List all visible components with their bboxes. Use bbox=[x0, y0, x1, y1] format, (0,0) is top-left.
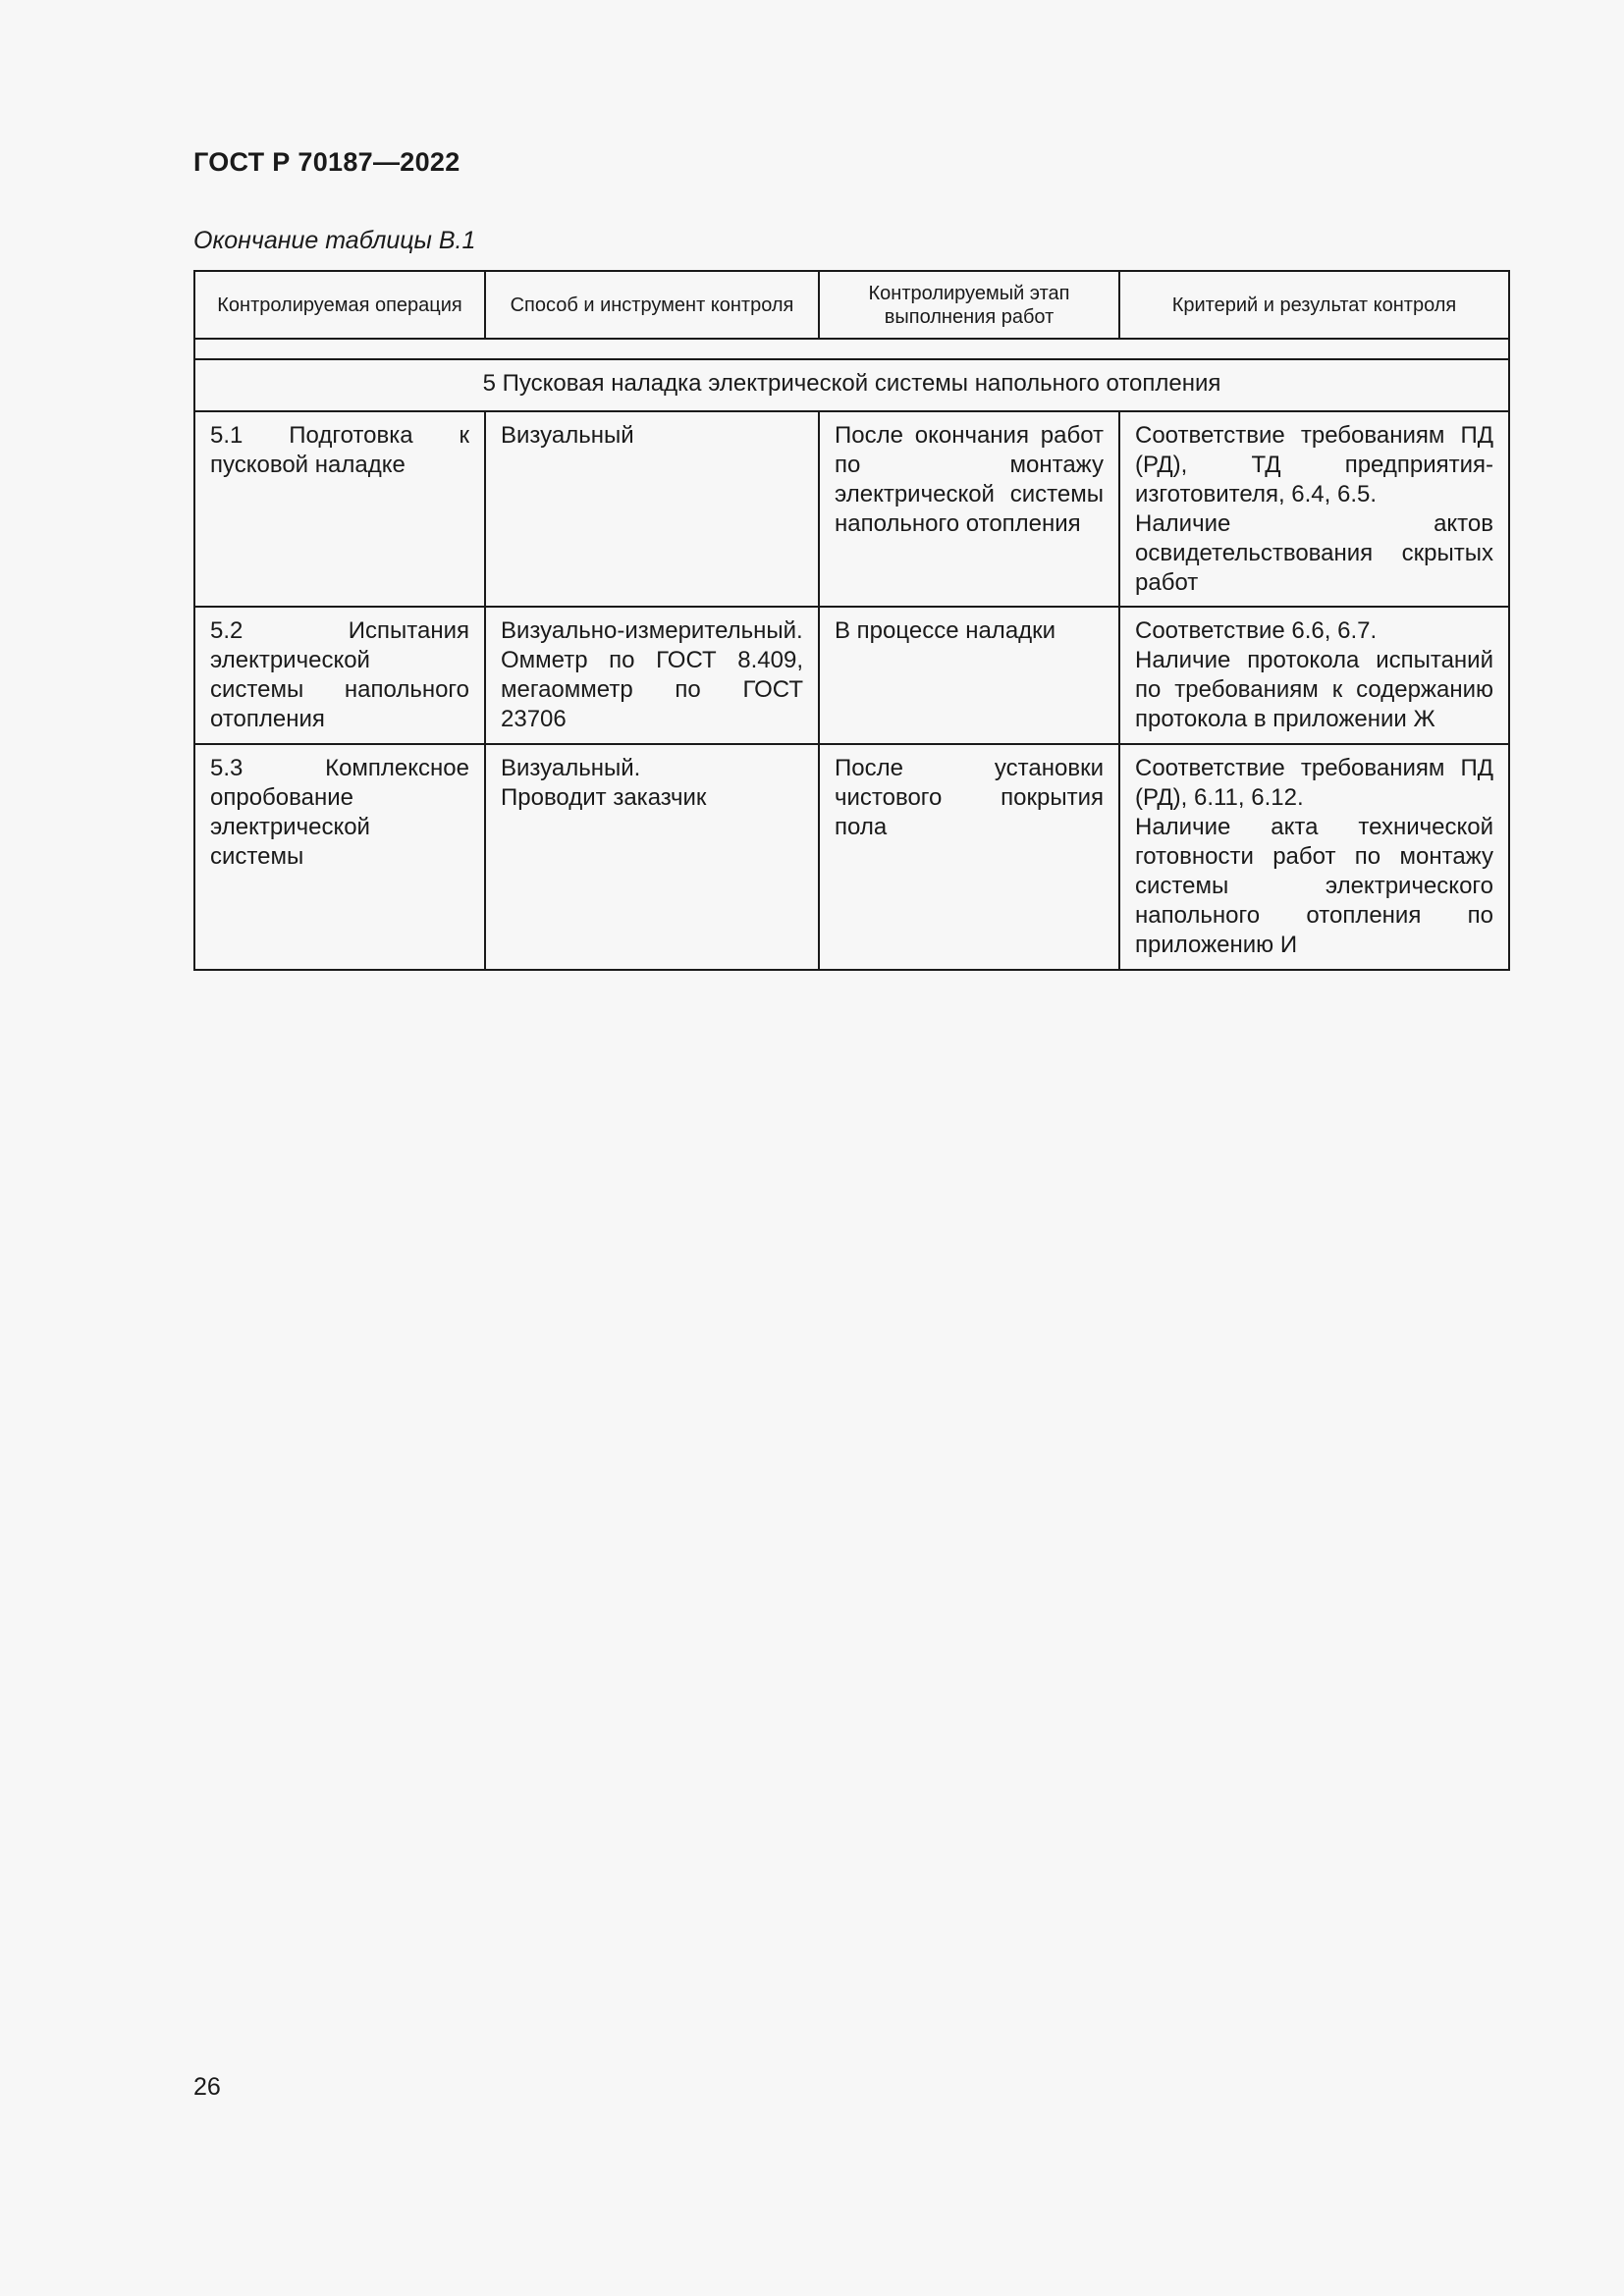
method-line: Проводит заказчик bbox=[501, 784, 707, 811]
criteria-line: Наличие акта технической готовности работ по монтажу системы электрического напольного отопления по приложению И bbox=[1135, 814, 1493, 958]
criteria-cell bbox=[1119, 411, 1509, 607]
method-line: Визуально-измерительный. Омметр по ГОСТ 8.409, мегаомметр по ГОСТ 23706 bbox=[501, 617, 803, 732]
section-row bbox=[194, 359, 1509, 411]
column-header-method: Способ и инструмент контроля bbox=[485, 271, 819, 339]
section-title: 5 Пусковая наладка электрической системы напольного отопления bbox=[194, 359, 1509, 411]
method-cell bbox=[485, 411, 819, 607]
criteria-line: Соответствие 6.6, 6.7. bbox=[1135, 617, 1378, 644]
criteria-line: Наличие актов освидетельствования скрытых работ bbox=[1135, 510, 1493, 596]
criteria-cell bbox=[1119, 607, 1509, 744]
document-code: ГОСТ Р 70187—2022 bbox=[193, 147, 460, 177]
column-header-criteria: Критерий и результат контроля bbox=[1119, 271, 1509, 339]
stage-cell: В процессе наладки bbox=[819, 607, 1119, 744]
criteria-line: Соответствие требованиям ПД (РД), 6.11, 6.12. bbox=[1135, 755, 1493, 811]
method-line: Визуальный. bbox=[501, 755, 641, 781]
page-number: 26 bbox=[193, 2073, 221, 2101]
control-table bbox=[193, 270, 1510, 971]
criteria-line: Соответствие требованиям ПД (РД), ТД предприятия-изготовителя, 6.4, 6.5. bbox=[1135, 422, 1493, 507]
header-separator bbox=[194, 339, 1509, 359]
operation-cell: 5.1 Подготовка к пусковой наладке bbox=[194, 411, 485, 607]
operation-cell: 5.3 Комплексное опробование электрической системы bbox=[194, 744, 485, 970]
operation-cell: 5.2 Испытания электрической системы напольного отопления bbox=[194, 607, 485, 744]
stage-cell: После окончания работ по монтажу электрической системы напольного отопления bbox=[819, 411, 1119, 607]
column-header-stage: Контролируемый этап выполнения работ bbox=[819, 271, 1119, 339]
table-row bbox=[194, 607, 1509, 744]
criteria-line: Наличие протокола испытаний по требованиям к содержанию протокола в приложении Ж bbox=[1135, 647, 1493, 732]
method-cell bbox=[485, 744, 819, 970]
table-header bbox=[194, 271, 1509, 339]
criteria-cell bbox=[1119, 744, 1509, 970]
method-cell bbox=[485, 607, 819, 744]
table-row bbox=[194, 744, 1509, 970]
table-row bbox=[194, 411, 1509, 607]
column-header-operation: Контролируемая операция bbox=[194, 271, 485, 339]
table-caption: Окончание таблицы В.1 bbox=[193, 227, 476, 254]
method-line: Визуальный bbox=[501, 422, 634, 449]
stage-cell: После установки чистового покрытия пола bbox=[819, 744, 1119, 970]
